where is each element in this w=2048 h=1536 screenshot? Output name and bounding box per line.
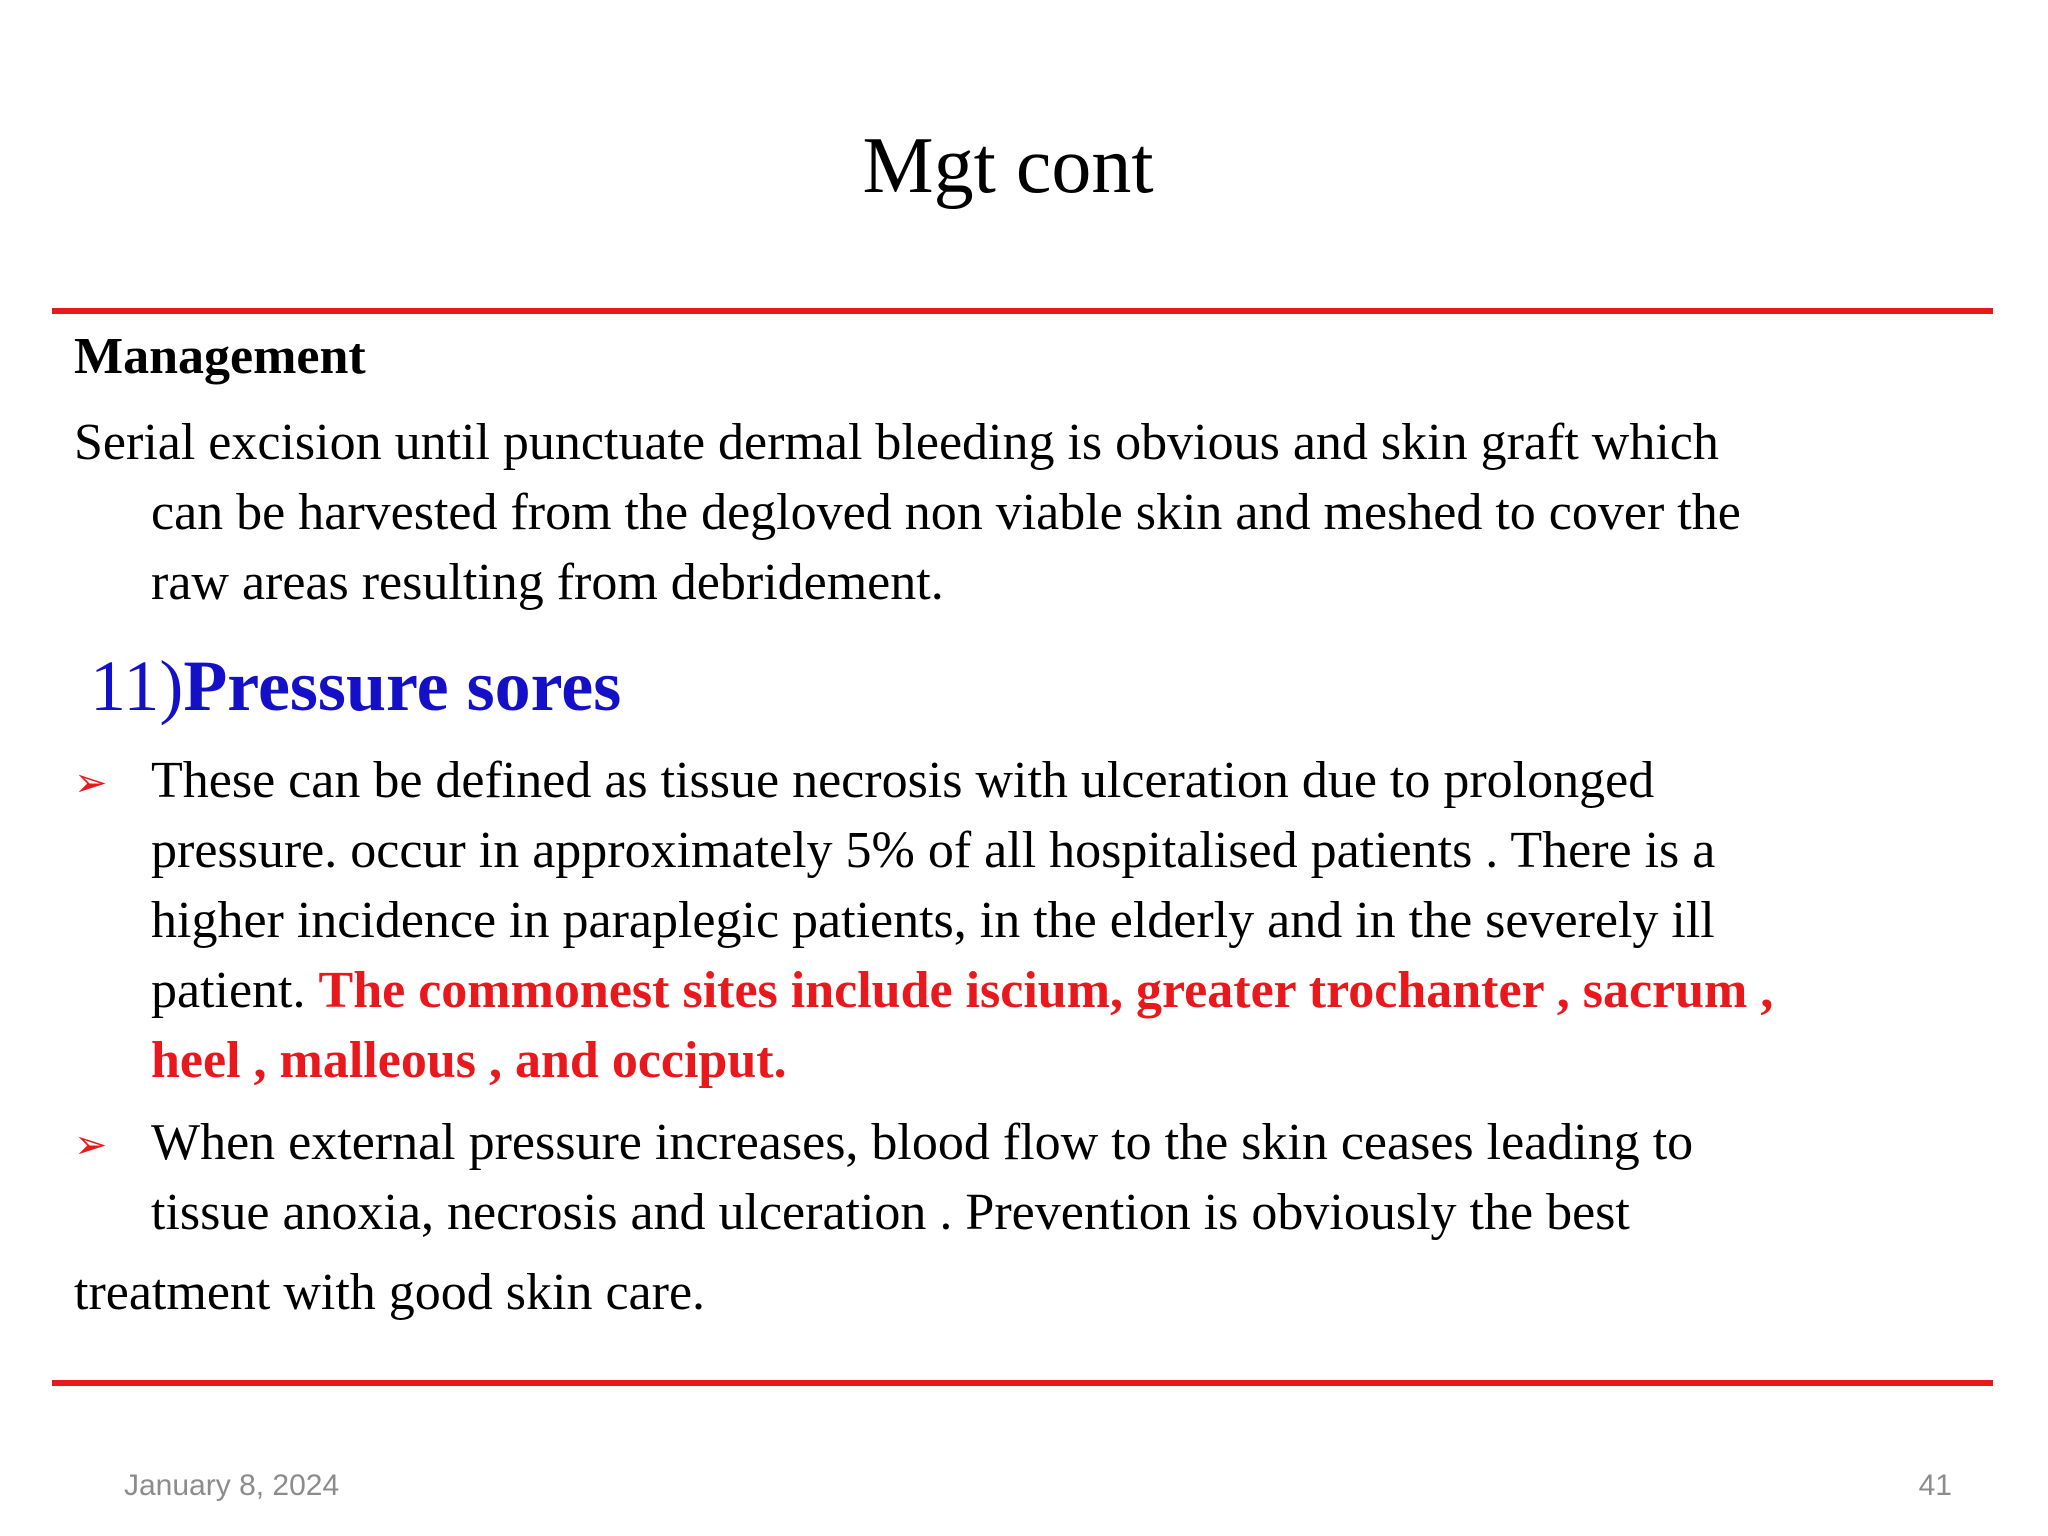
top-divider [52, 308, 1993, 314]
bullet-1-line-2: pressure. occur in approximately 5% of all hospitalised patients . There is a [151, 822, 1716, 879]
bullet-1-line-1: These can be defined as tissue necrosis with ulceration due to prolonged [151, 752, 1655, 809]
management-line-2: can be harvested from the degloved non viable skin and meshed to cover the [151, 484, 1741, 541]
section-title: Pressure sores [183, 646, 622, 726]
management-line-3: raw areas resulting from debridement. [151, 554, 944, 611]
footer-date: January 8, 2024 [124, 1469, 340, 1502]
bullet-1-line-3: higher incidence in paraplegic patients, in the elderly and in the severely ill [151, 892, 1715, 949]
arrow-bullet-icon: ➢ [74, 1122, 108, 1168]
section-number: 11) [90, 646, 184, 726]
bullet-1-line-4 [151, 956, 1773, 1026]
slide-number: 41 [1918, 1469, 1952, 1502]
highlight-sites-line-2: heel , malleous , and occiput. [151, 1032, 787, 1089]
management-line-1: Serial excision until punctuate dermal bleeding is obvious and skin graft which [74, 414, 1719, 471]
highlight-sites-line-1: The commonest sites include iscium, greater trochanter , sacrum , [318, 962, 1774, 1019]
bottom-divider [52, 1380, 1993, 1386]
slide-title: Mgt cont [862, 122, 1154, 210]
bullet-2-line-1: When external pressure increases, blood flow to the skin ceases leading to [151, 1114, 1694, 1171]
management-heading: Management [74, 328, 366, 385]
bullet-2-line-2: tissue anoxia, necrosis and ulceration . Prevention is obviously the best [151, 1184, 1630, 1241]
section-heading [90, 642, 621, 730]
bullet-1-line-4-text: patient. [151, 962, 319, 1019]
closing-line: treatment with good skin care. [74, 1264, 706, 1321]
arrow-bullet-icon: ➢ [74, 760, 108, 806]
